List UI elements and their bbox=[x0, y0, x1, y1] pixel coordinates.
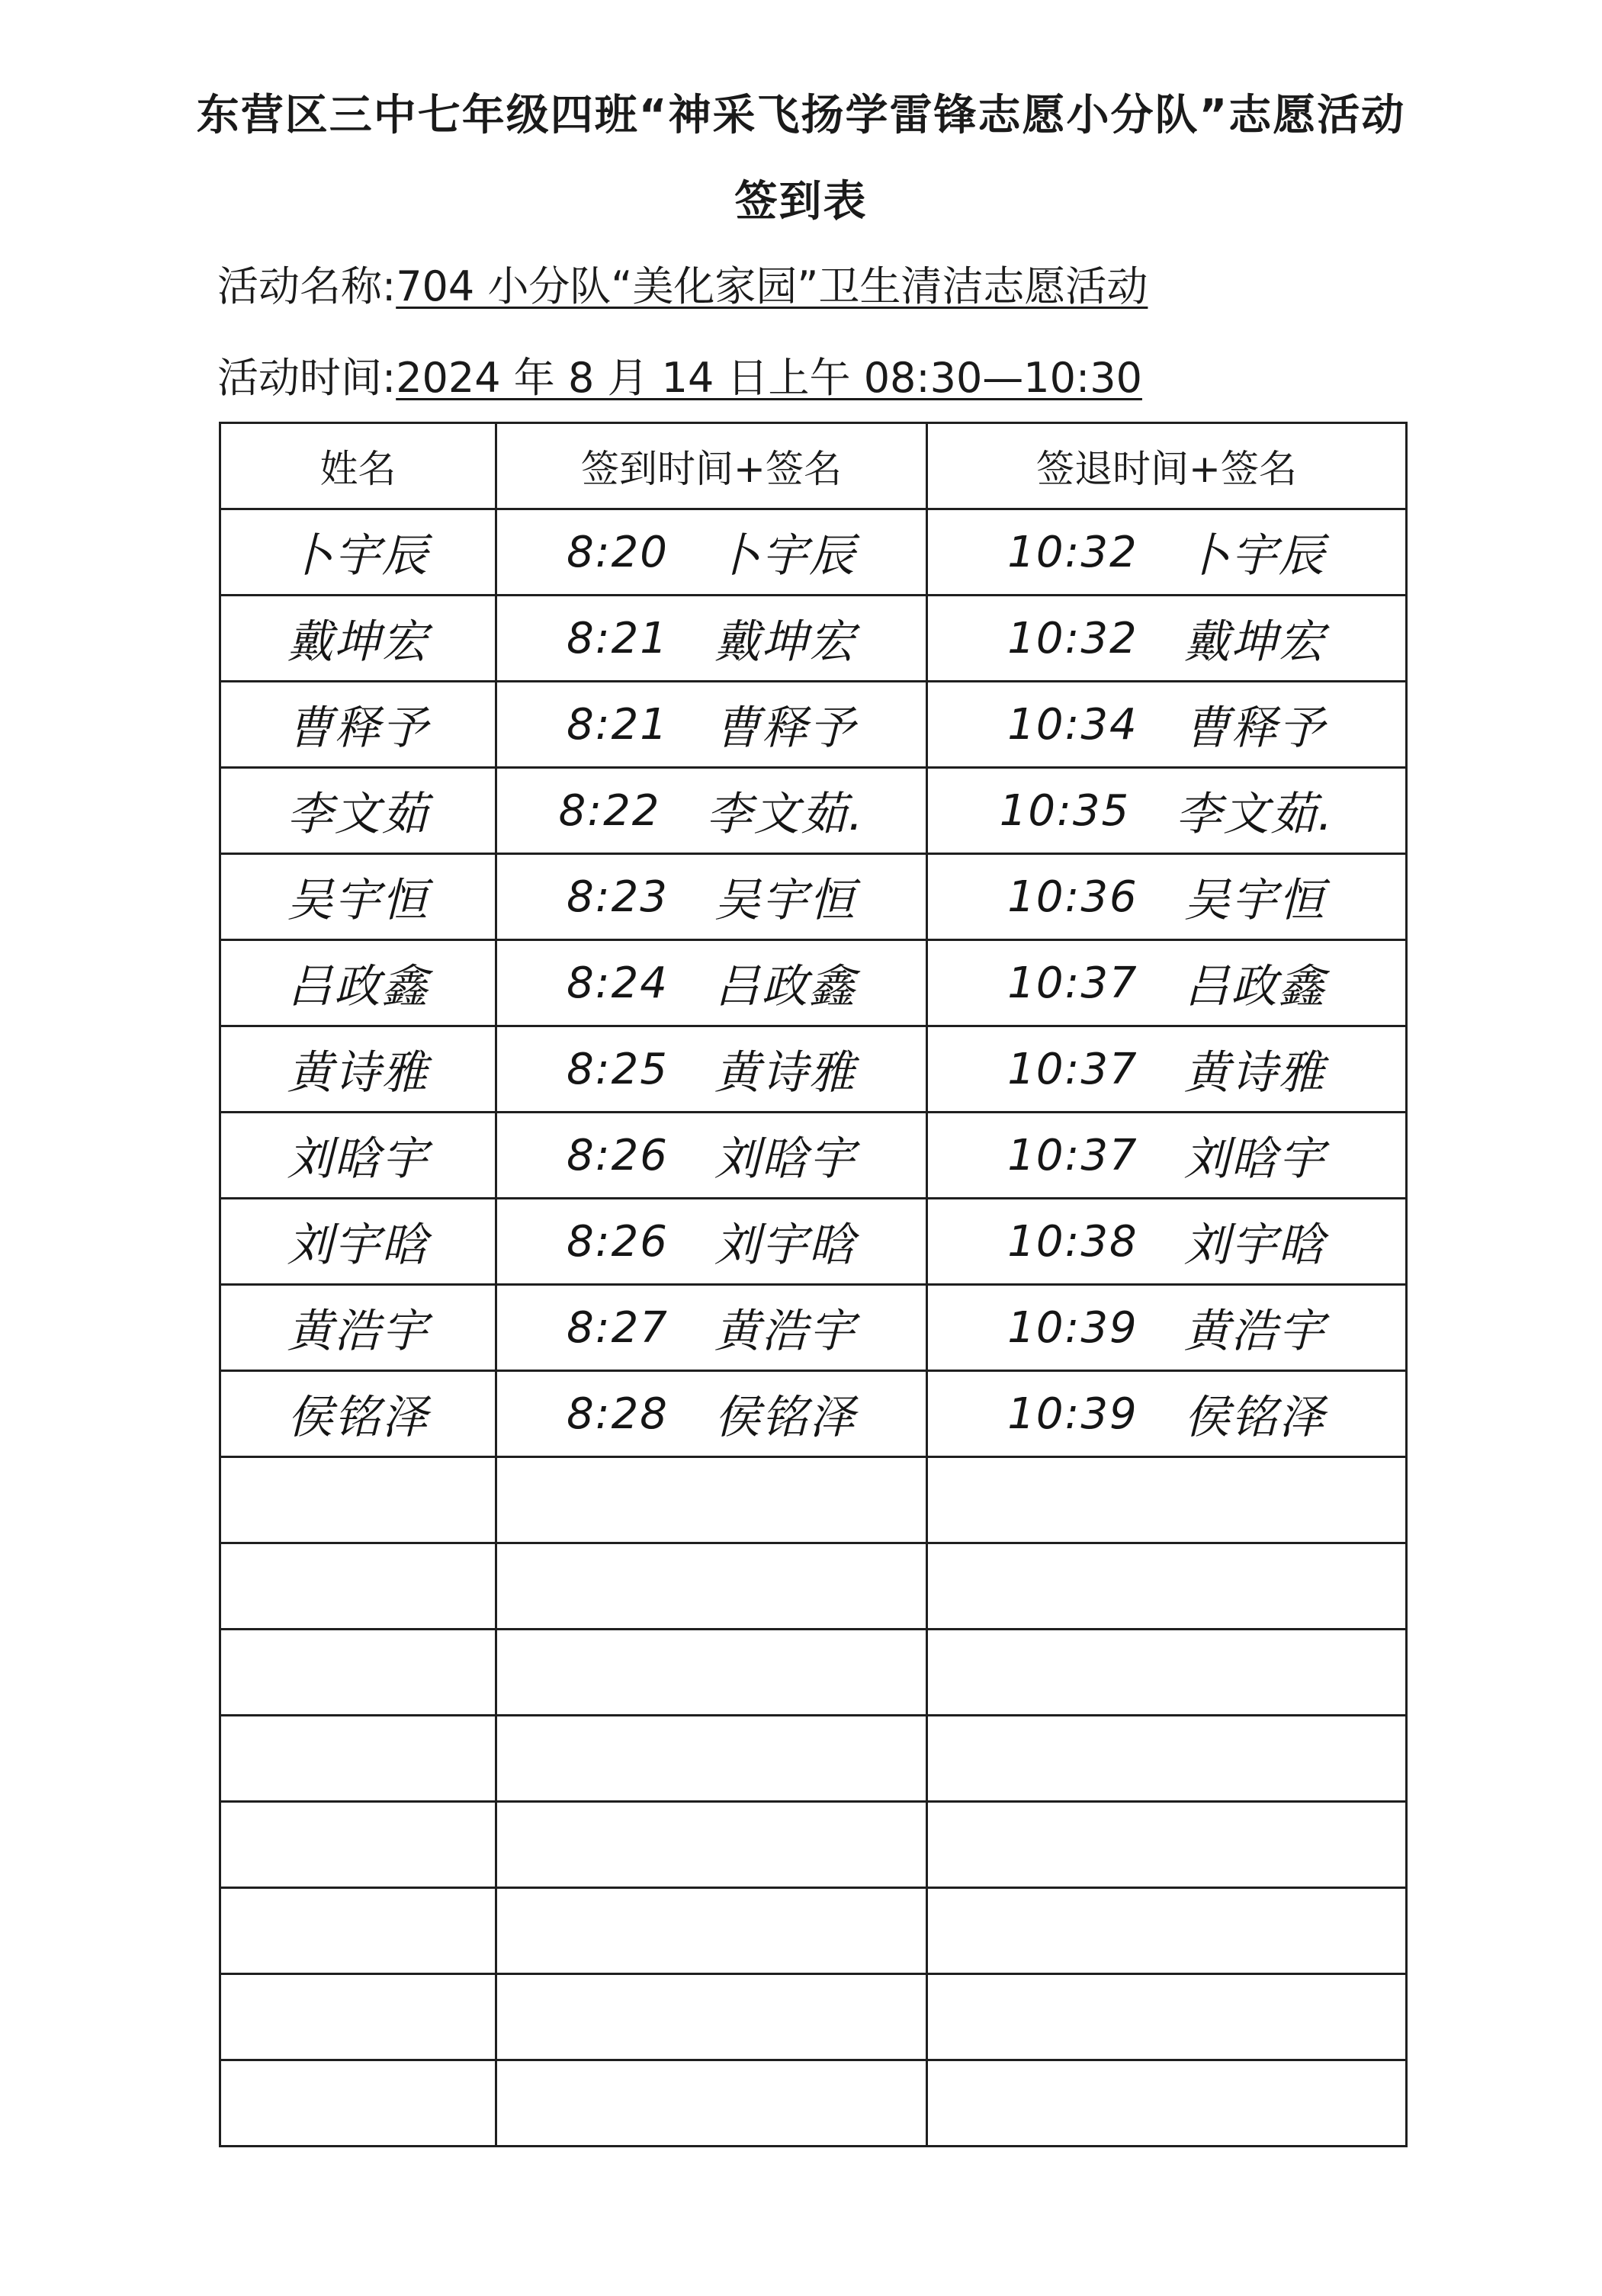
sign-in-signature: 吴宇恒 bbox=[714, 874, 856, 927]
empty-sign-out-cell bbox=[927, 1457, 1407, 1543]
empty-name-cell bbox=[220, 1888, 496, 1974]
sign-out-cell bbox=[927, 596, 1407, 682]
empty-name-cell bbox=[220, 1457, 496, 1543]
sign-in-cell bbox=[496, 682, 927, 768]
table-row bbox=[220, 768, 1407, 854]
sign-out-time: 10:32 bbox=[1007, 527, 1138, 577]
sign-in-entry bbox=[497, 1381, 926, 1447]
student-name: 吴宇恒 bbox=[287, 874, 429, 927]
sign-out-signature: 侯铭泽 bbox=[1183, 1391, 1326, 1444]
sign-out-entry bbox=[928, 1209, 1405, 1274]
table-row bbox=[220, 1113, 1407, 1199]
name-cell bbox=[220, 1285, 496, 1371]
name-cell bbox=[220, 1026, 496, 1113]
empty-name-cell bbox=[220, 2060, 496, 2147]
sign-out-signature: 刘宇晗 bbox=[1183, 1219, 1326, 1272]
sign-in-signature: 黄诗雅 bbox=[714, 1046, 856, 1100]
empty-table-row bbox=[220, 1457, 1407, 1543]
sign-in-time: 8:27 bbox=[567, 1302, 669, 1353]
sign-in-signature: 曹释予 bbox=[714, 702, 856, 755]
sign-in-time: 8:24 bbox=[567, 958, 669, 1008]
student-name: 黄诗雅 bbox=[287, 1046, 429, 1100]
empty-sign-out-cell bbox=[927, 1888, 1407, 1974]
table-row bbox=[220, 1371, 1407, 1457]
sign-in-time: 8:26 bbox=[567, 1130, 669, 1180]
sign-in-signature: 刘宇晗 bbox=[714, 1219, 856, 1272]
column-header-name: 姓名 bbox=[220, 423, 496, 509]
empty-name-cell bbox=[220, 1543, 496, 1630]
name-cell bbox=[220, 1371, 496, 1457]
sign-in-cell bbox=[496, 509, 927, 596]
sign-in-cell bbox=[496, 1371, 927, 1457]
sign-in-cell bbox=[496, 940, 927, 1026]
name-cell bbox=[220, 940, 496, 1026]
sign-in-cell bbox=[496, 768, 927, 854]
empty-sign-in-cell bbox=[496, 1888, 927, 1974]
sign-in-time: 8:22 bbox=[558, 785, 661, 836]
sign-out-cell bbox=[927, 682, 1407, 768]
empty-name-cell bbox=[220, 1630, 496, 1716]
empty-sign-in-cell bbox=[496, 2060, 927, 2147]
sign-out-time: 10:37 bbox=[1007, 958, 1138, 1008]
sign-out-entry bbox=[928, 778, 1405, 843]
sign-out-signature: 戴坤宏 bbox=[1183, 615, 1326, 669]
sign-in-time: 8:20 bbox=[567, 527, 669, 577]
sign-in-signature: 吕政鑫 bbox=[714, 960, 856, 1013]
sign-in-entry bbox=[497, 1209, 926, 1274]
table-row bbox=[220, 509, 1407, 596]
sign-out-time: 10:39 bbox=[1007, 1389, 1138, 1439]
activity-time-line bbox=[217, 351, 1142, 406]
document-subtitle: 签到表 bbox=[734, 177, 868, 226]
empty-table-row bbox=[220, 1543, 1407, 1630]
sign-in-time: 8:26 bbox=[567, 1216, 669, 1267]
name-cell bbox=[220, 596, 496, 682]
sign-in-time: 8:23 bbox=[567, 872, 669, 922]
sign-in-cell bbox=[496, 1285, 927, 1371]
table-row bbox=[220, 940, 1407, 1026]
name-cell bbox=[220, 854, 496, 940]
student-name: 刘宇晗 bbox=[287, 1219, 429, 1272]
empty-table-row bbox=[220, 1888, 1407, 1974]
sign-out-signature: 吴宇恒 bbox=[1183, 874, 1326, 927]
sign-out-signature: 吕政鑫 bbox=[1183, 960, 1326, 1013]
student-name: 刘晗宇 bbox=[287, 1132, 429, 1186]
sign-in-cell bbox=[496, 1026, 927, 1113]
name-cell bbox=[220, 1113, 496, 1199]
sign-out-entry bbox=[928, 692, 1405, 757]
empty-sign-in-cell bbox=[496, 1802, 927, 1888]
name-cell bbox=[220, 509, 496, 596]
table-row bbox=[220, 1285, 1407, 1371]
sign-out-time: 10:34 bbox=[1007, 699, 1138, 750]
sign-in-cell bbox=[496, 854, 927, 940]
sign-in-signature: 侯铭泽 bbox=[714, 1391, 856, 1444]
student-name: 曹释予 bbox=[287, 702, 429, 755]
activity-time-value: 2024 年 8 月 14 日上午 08:30—10:30 bbox=[396, 354, 1142, 402]
empty-table-row bbox=[220, 1716, 1407, 1802]
activity-name-value: 704 小分队“美化家园”卫生清洁志愿活动 bbox=[396, 262, 1148, 310]
sign-in-table bbox=[219, 422, 1408, 2147]
empty-sign-out-cell bbox=[927, 2060, 1407, 2147]
sign-out-entry bbox=[928, 1295, 1405, 1360]
sign-out-entry bbox=[928, 950, 1405, 1016]
sign-in-time: 8:28 bbox=[567, 1389, 669, 1439]
sign-in-time: 8:21 bbox=[567, 699, 669, 750]
sign-out-time: 10:38 bbox=[1007, 1216, 1138, 1267]
table-row bbox=[220, 682, 1407, 768]
empty-sign-out-cell bbox=[927, 1543, 1407, 1630]
sign-out-signature: 李文茹. bbox=[1176, 788, 1334, 841]
table-row bbox=[220, 596, 1407, 682]
sign-out-signature: 卜宇辰 bbox=[1183, 529, 1326, 583]
empty-sign-in-cell bbox=[496, 1974, 927, 2060]
sign-in-signature: 黄浩宇 bbox=[714, 1305, 856, 1358]
sign-out-cell bbox=[927, 940, 1407, 1026]
sign-out-cell bbox=[927, 509, 1407, 596]
table-row bbox=[220, 1199, 1407, 1285]
empty-table-row bbox=[220, 2060, 1407, 2147]
empty-name-cell bbox=[220, 1802, 496, 1888]
sign-in-entry bbox=[497, 1295, 926, 1360]
sign-in-entry bbox=[497, 692, 926, 757]
table-row bbox=[220, 854, 1407, 940]
sign-in-cell bbox=[496, 1113, 927, 1199]
empty-sign-out-cell bbox=[927, 1974, 1407, 2060]
sign-in-entry bbox=[497, 950, 926, 1016]
sign-in-signature: 戴坤宏 bbox=[714, 615, 856, 669]
empty-sign-out-cell bbox=[927, 1630, 1407, 1716]
sign-out-time: 10:37 bbox=[1007, 1130, 1138, 1180]
sign-out-entry bbox=[928, 864, 1405, 930]
name-cell bbox=[220, 682, 496, 768]
sign-out-cell bbox=[927, 768, 1407, 854]
sign-out-entry bbox=[928, 519, 1405, 585]
sign-out-cell bbox=[927, 1199, 1407, 1285]
empty-sign-in-cell bbox=[496, 1716, 927, 1802]
student-name: 黄浩宇 bbox=[287, 1305, 429, 1358]
column-header-sign-out: 签退时间+签名 bbox=[927, 423, 1407, 509]
sign-out-time: 10:35 bbox=[999, 785, 1131, 836]
table-row bbox=[220, 1026, 1407, 1113]
sign-out-time: 10:39 bbox=[1007, 1302, 1138, 1353]
sign-in-time: 8:21 bbox=[567, 613, 669, 663]
student-name: 侯铭泽 bbox=[287, 1391, 429, 1444]
activity-name-label: 活动名称: bbox=[217, 262, 396, 310]
sign-in-entry bbox=[497, 1122, 926, 1188]
sign-in-entry bbox=[497, 864, 926, 930]
student-name: 吕政鑫 bbox=[287, 960, 429, 1013]
empty-sign-in-cell bbox=[496, 1543, 927, 1630]
activity-name-line bbox=[217, 259, 1148, 314]
empty-table-row bbox=[220, 1802, 1407, 1888]
empty-table-row bbox=[220, 1630, 1407, 1716]
empty-table-row bbox=[220, 1974, 1407, 2060]
sign-out-cell bbox=[927, 1026, 1407, 1113]
sign-out-entry bbox=[928, 605, 1405, 671]
sign-in-cell bbox=[496, 1199, 927, 1285]
empty-sign-in-cell bbox=[496, 1630, 927, 1716]
student-name: 李文茹 bbox=[287, 788, 429, 841]
sign-out-time: 10:36 bbox=[1007, 872, 1138, 922]
sign-out-signature: 黄浩宇 bbox=[1183, 1305, 1326, 1358]
sign-out-entry bbox=[928, 1036, 1405, 1102]
empty-sign-out-cell bbox=[927, 1802, 1407, 1888]
table-header-row bbox=[220, 423, 1407, 509]
sign-in-signature: 李文茹. bbox=[706, 788, 865, 841]
activity-time-label: 活动时间: bbox=[217, 354, 396, 402]
sign-in-entry bbox=[497, 1036, 926, 1102]
student-name: 卜宇辰 bbox=[287, 529, 429, 583]
sign-in-signature: 卜宇辰 bbox=[714, 529, 856, 583]
document-title: 东营区三中七年级四班“神采飞扬学雷锋志愿小分队”志愿活动 bbox=[196, 91, 1406, 140]
sign-out-cell bbox=[927, 854, 1407, 940]
column-header-sign-in: 签到时间+签名 bbox=[496, 423, 927, 509]
sign-in-signature: 刘晗宇 bbox=[714, 1132, 856, 1186]
sign-in-entry bbox=[497, 605, 926, 671]
sign-out-entry bbox=[928, 1122, 1405, 1188]
sign-in-time: 8:25 bbox=[567, 1044, 669, 1094]
empty-sign-in-cell bbox=[496, 1457, 927, 1543]
sign-out-time: 10:32 bbox=[1007, 613, 1138, 663]
student-name: 戴坤宏 bbox=[287, 615, 429, 669]
sign-out-signature: 刘晗宇 bbox=[1183, 1132, 1326, 1186]
sign-out-entry bbox=[928, 1381, 1405, 1447]
sign-out-cell bbox=[927, 1113, 1407, 1199]
sign-in-cell bbox=[496, 596, 927, 682]
name-cell bbox=[220, 768, 496, 854]
sign-out-signature: 黄诗雅 bbox=[1183, 1046, 1326, 1100]
empty-sign-out-cell bbox=[927, 1716, 1407, 1802]
empty-name-cell bbox=[220, 1974, 496, 2060]
sign-out-signature: 曹释予 bbox=[1183, 702, 1326, 755]
sign-in-entry bbox=[497, 778, 926, 843]
sign-out-cell bbox=[927, 1371, 1407, 1457]
name-cell bbox=[220, 1199, 496, 1285]
empty-name-cell bbox=[220, 1716, 496, 1802]
sign-in-entry bbox=[497, 519, 926, 585]
sign-out-time: 10:37 bbox=[1007, 1044, 1138, 1094]
sign-out-cell bbox=[927, 1285, 1407, 1371]
